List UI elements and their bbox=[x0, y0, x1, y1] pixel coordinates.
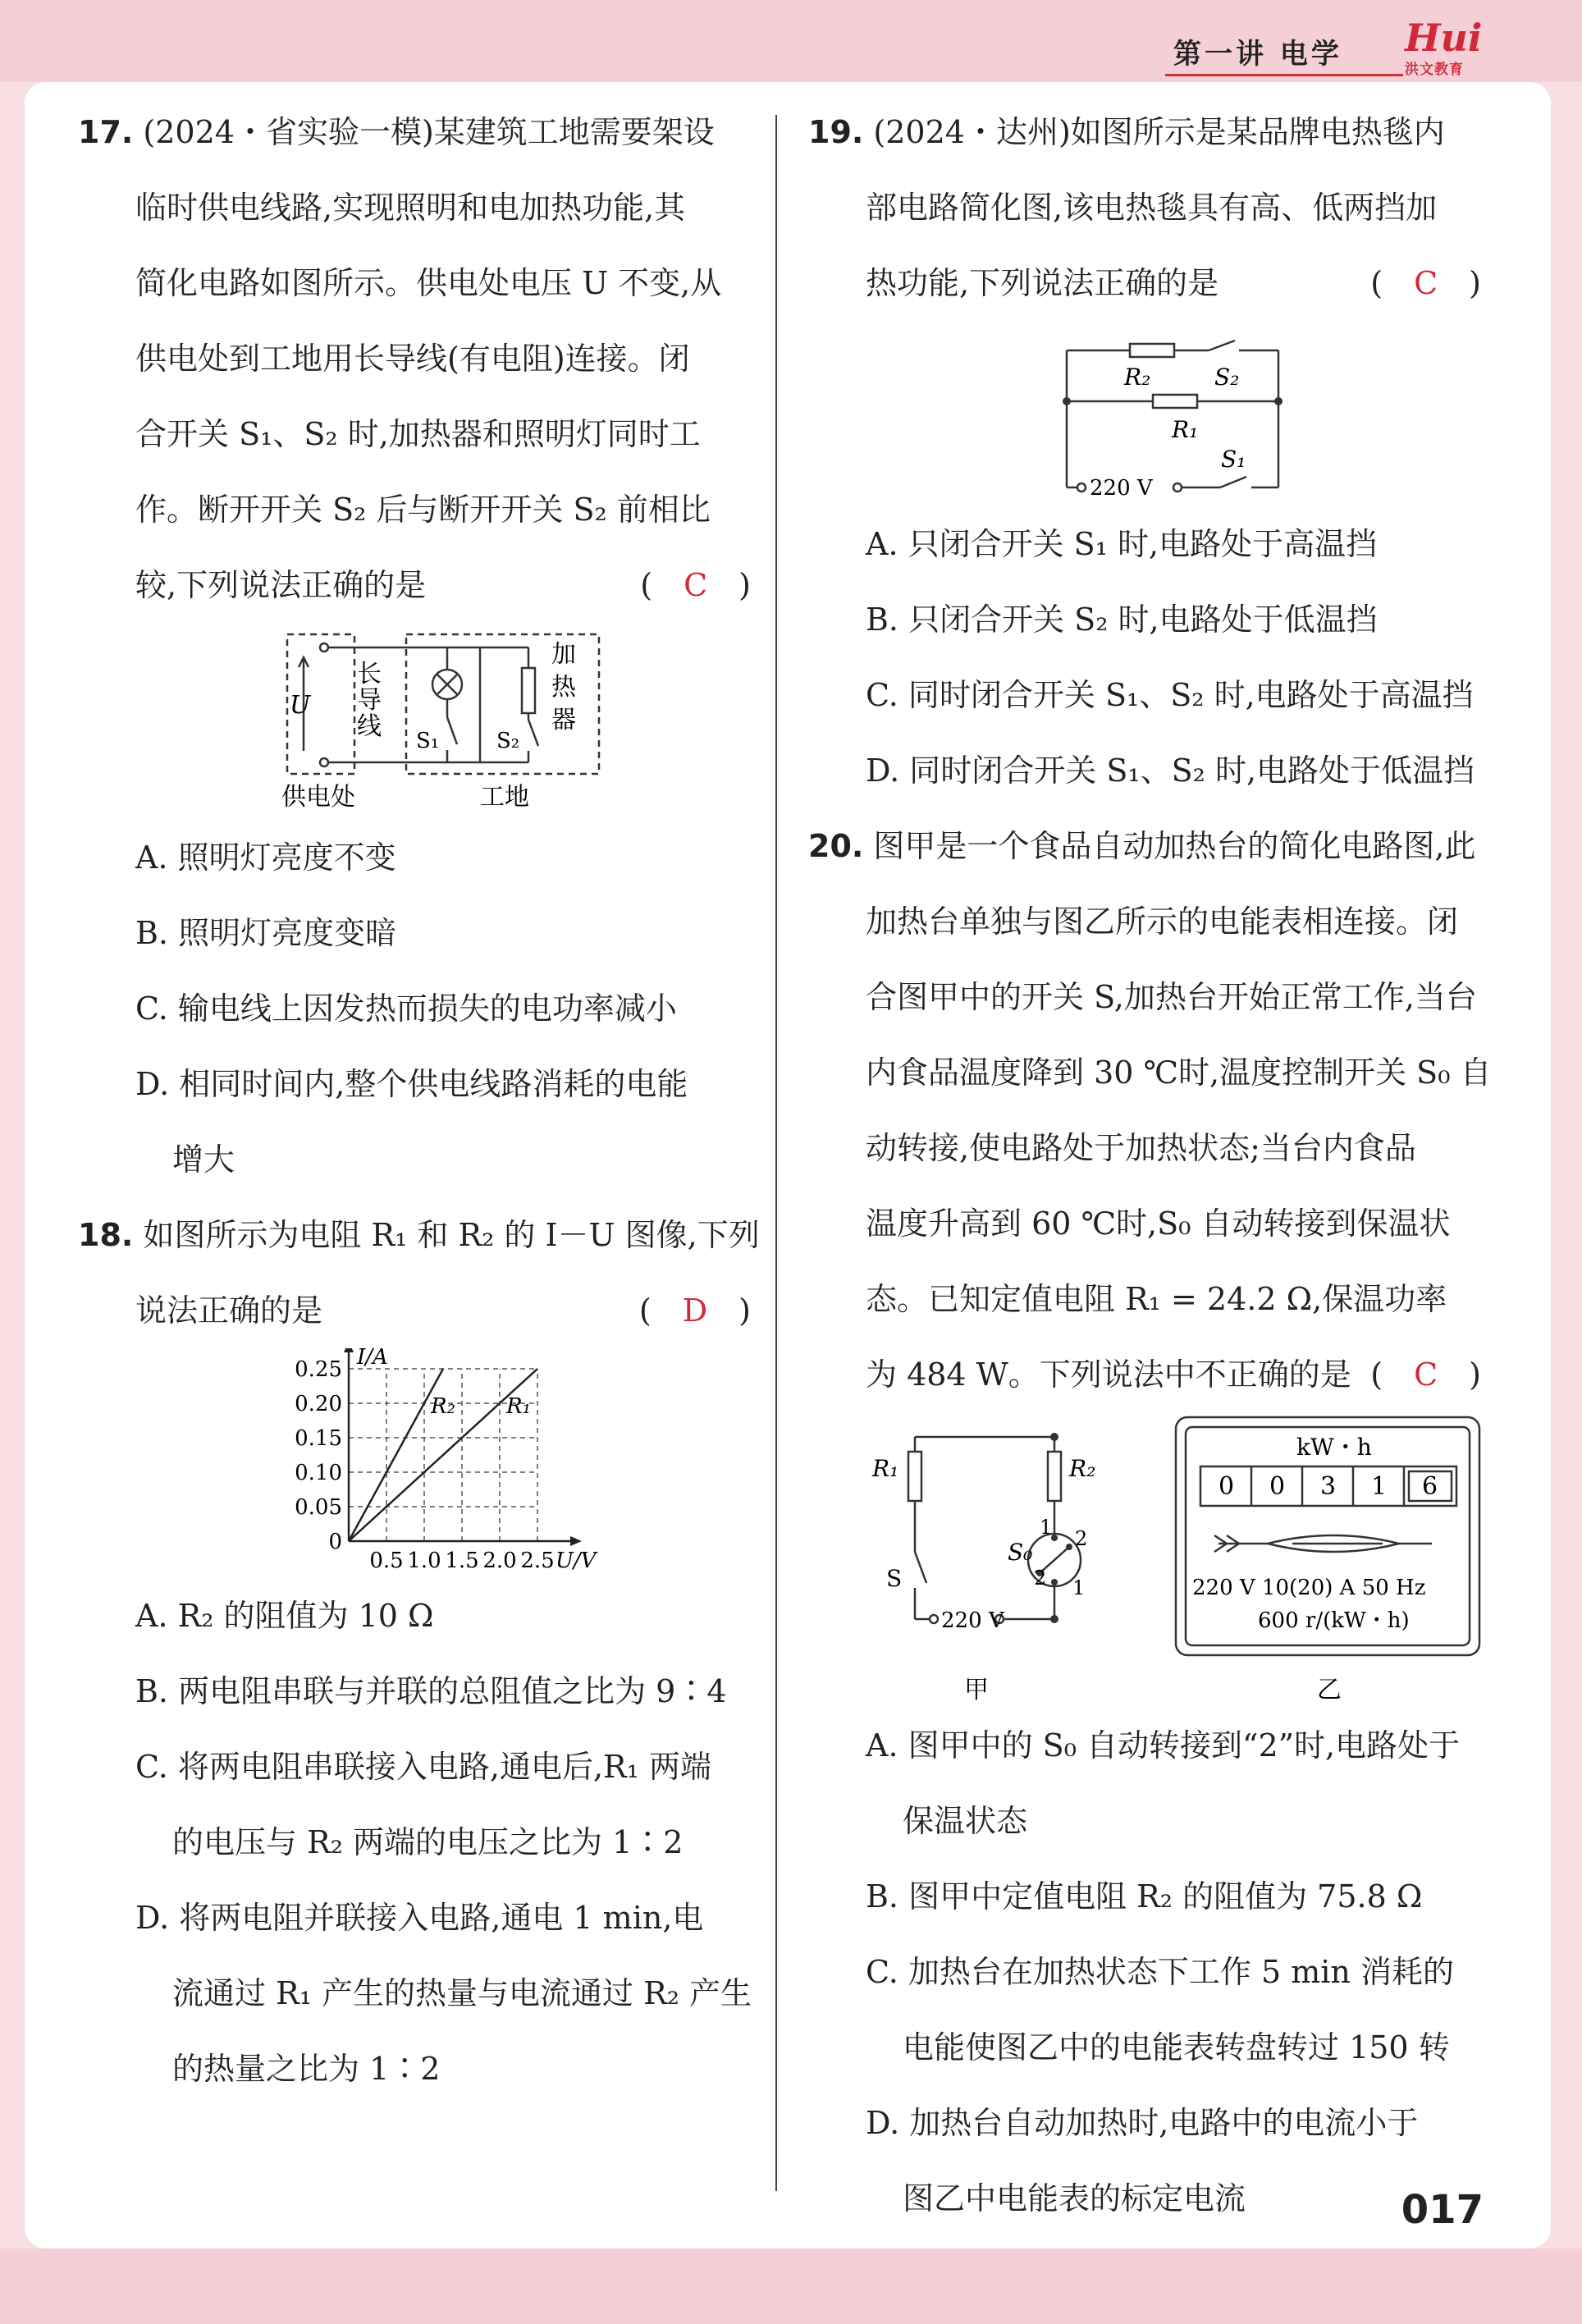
q20-figures-svg bbox=[808, 1412, 1481, 1708]
q17-circuit bbox=[78, 623, 751, 820]
q20-text-1: 图甲是一个食品自动加热台的简化电路图,此 bbox=[873, 828, 1476, 864]
left-column bbox=[78, 94, 760, 2107]
publisher-logo bbox=[1405, 18, 1484, 80]
chapter-title: 第一讲 电学 bbox=[1173, 38, 1342, 71]
q19-line-1 bbox=[808, 94, 1481, 170]
column-divider bbox=[775, 115, 777, 2191]
x-tick-label-0: 0.5 bbox=[369, 1549, 404, 1573]
q19-fig-s2: S₂ bbox=[1214, 364, 1240, 391]
q20-line-4: 内食品温度降到 30 ℃时,温度控制开关 S₀ 自 bbox=[866, 1054, 1492, 1091]
q17-fig-u: U bbox=[290, 691, 311, 720]
q20-answer: ( C ) bbox=[1370, 1356, 1481, 1393]
q20-text-8: 为 484 W。下列说法中不正确的是 bbox=[866, 1356, 1351, 1393]
q18-option-d-cont-1: 流通过 R₁ 产生的热量与电流通过 R₂ 产生 bbox=[172, 1975, 752, 2011]
q20-yi-digit-1: 0 bbox=[1219, 1472, 1235, 1501]
q20-yi-caption: 乙 bbox=[1317, 1676, 1342, 1704]
q20-option-d: D. 加热台自动加热时,电路中的电流小于 bbox=[866, 2105, 1419, 2141]
q20-yi-digit-2: 0 bbox=[1269, 1472, 1286, 1501]
q17-option-d-cont: 增大 bbox=[172, 1141, 235, 1178]
q17-fig-site: 工地 bbox=[480, 783, 529, 812]
q20-option-d-cont: 图乙中电能表的标定电流 bbox=[903, 2180, 1246, 2216]
q20-yi-unit: kW・h bbox=[1296, 1434, 1372, 1461]
q17-option-d: D. 相同时间内,整个供电线路消耗的电能 bbox=[135, 1066, 688, 1102]
q17-fig-heater-2: 热 bbox=[551, 673, 576, 702]
x-tick-label-4: 2.5 bbox=[520, 1549, 555, 1573]
q19-answer: ( C ) bbox=[1370, 265, 1481, 301]
q17-fig-wire-1: 长 bbox=[357, 660, 382, 689]
q18-text-1: 如图所示为电阻 R₁ 和 R₂ 的 I－U 图像,下列 bbox=[143, 1217, 760, 1253]
q20-answer-letter: C bbox=[1414, 1356, 1438, 1393]
q20-yi-spec1: 220 V 10(20) A 50 Hz bbox=[1192, 1576, 1426, 1600]
q17-line-4: 供电处到工地用长导线(有电阻)连接。闭 bbox=[135, 341, 690, 377]
y-axis-arrow bbox=[344, 1348, 354, 1352]
x-axis-arrow bbox=[570, 1536, 582, 1546]
x-axis-label: U/V bbox=[556, 1549, 597, 1573]
q19-text-3: 热功能,下列说法正确的是 bbox=[866, 265, 1219, 301]
q20-jia-r1: R₁ bbox=[872, 1455, 899, 1482]
y-tick-label-2: 0.10 bbox=[295, 1461, 342, 1485]
q20-line-1 bbox=[808, 808, 1481, 884]
q17-line-2: 临时供电线路,实现照明和电加热功能,其 bbox=[135, 190, 686, 226]
q19-option-b: B. 只闭合开关 S₂ 时,电路处于低温挡 bbox=[866, 602, 1378, 638]
q19-number: 19. bbox=[808, 114, 864, 150]
q17-line-5: 合开关 S₁、S₂ 时,加热器和照明灯同时工 bbox=[135, 416, 701, 452]
q17-figure bbox=[78, 623, 751, 820]
y-tick-label-0: 0 bbox=[328, 1530, 342, 1554]
q20-line-8 bbox=[808, 1337, 1481, 1412]
q19-line-2: 部电路简化图,该电热毯具有高、低两挡加 bbox=[866, 190, 1438, 226]
q20-yi-digit-4: 1 bbox=[1371, 1472, 1388, 1501]
q18-number: 18. bbox=[78, 1217, 134, 1253]
q20-jia-caption: 甲 bbox=[964, 1676, 989, 1704]
q18-option-c: C. 将两电阻串联接入电路,通电后,R₁ 两端 bbox=[135, 1749, 711, 1785]
q19-option-d: D. 同时闭合开关 S₁、S₂ 时,电路处于低温挡 bbox=[866, 753, 1475, 789]
q20-line-3: 合图甲中的开关 S,加热台开始正常工作,当台 bbox=[866, 979, 1477, 1015]
q19-fig-r1: R₁ bbox=[1172, 416, 1199, 443]
q20-jia-s0: S₀ bbox=[1008, 1539, 1033, 1566]
q18-option-d: D. 将两电阻并联接入电路,通电 1 min,电 bbox=[135, 1900, 704, 1936]
q18-option-a: A. R₂ 的阻值为 10 Ω bbox=[135, 1598, 434, 1634]
y-tick-label-4: 0.20 bbox=[295, 1392, 342, 1416]
q18-option-d-cont-2: 的热量之比为 1∶2 bbox=[172, 2051, 441, 2087]
q19-option-a: A. 只闭合开关 S₁ 时,电路处于高温挡 bbox=[866, 526, 1378, 562]
x-tick-label-3: 2.0 bbox=[482, 1549, 517, 1573]
q17-fig-s2: S₂ bbox=[496, 729, 520, 753]
q17-line-1 bbox=[78, 94, 751, 170]
x-tick-label-2: 1.5 bbox=[445, 1549, 479, 1573]
q17-fig-s1: S₁ bbox=[416, 729, 440, 753]
q20-jia-v: 220 V bbox=[941, 1608, 1004, 1633]
series-line-0 bbox=[349, 1369, 443, 1541]
q20-line-5: 动转接,使电路处于加热状态;当台内食品 bbox=[866, 1130, 1416, 1166]
y-tick-label-3: 0.15 bbox=[295, 1426, 342, 1451]
q18-line-1 bbox=[78, 1197, 760, 1273]
q20-yi-digit-5: 6 bbox=[1422, 1472, 1438, 1501]
q20-yi-digit-3: 3 bbox=[1320, 1472, 1337, 1501]
q20-line-6: 温度升高到 60 ℃时,S₀ 自动转接到保温状 bbox=[866, 1205, 1451, 1242]
q17-fig-supply: 供电处 bbox=[281, 783, 355, 812]
q17-fig-heater-3: 器 bbox=[551, 706, 576, 734]
q17-option-c: C. 输电线上因发热而损失的电功率减小 bbox=[135, 990, 677, 1027]
page-number: 017 bbox=[1401, 2187, 1484, 2233]
q20-figures bbox=[808, 1412, 1481, 1708]
q20-line-7: 态。已知定值电阻 R₁ = 24.2 Ω,保温功率 bbox=[866, 1281, 1447, 1317]
q18-chart bbox=[78, 1348, 751, 1578]
q20-jia-r2: R₂ bbox=[1069, 1455, 1096, 1482]
q17-line-6: 作。断开开关 S₂ 后与断开开关 S₂ 前相比 bbox=[135, 492, 711, 528]
x-tick-label-1: 1.0 bbox=[407, 1549, 441, 1573]
q18-option-b: B. 两电阻串联与并联的总阻值之比为 9∶4 bbox=[135, 1673, 727, 1709]
q19-fig-r2: R₂ bbox=[1124, 364, 1151, 391]
q17-option-b: B. 照明灯亮度变暗 bbox=[135, 915, 397, 951]
logo-sub: 洪文教育 bbox=[1405, 62, 1464, 78]
q19-fig-v: 220 V bbox=[1090, 476, 1153, 501]
header-band bbox=[0, 0, 1582, 82]
q19-answer-letter: C bbox=[1414, 265, 1438, 301]
q18-text-2: 说法正确的是 bbox=[135, 1292, 323, 1329]
q19-text-1: (2024・达州)如图所示是某品牌电热毯内 bbox=[873, 114, 1445, 150]
q17-line-7 bbox=[78, 547, 751, 623]
q20-jia-n2b: 2 bbox=[1034, 1567, 1047, 1590]
q20-option-a-cont: 保温状态 bbox=[903, 1803, 1028, 1839]
logo-main: Hui bbox=[1405, 16, 1483, 60]
q17-fig-wire-2: 导 bbox=[357, 686, 382, 715]
q18-chart-svg bbox=[78, 1348, 751, 1578]
q20-jia-n1a: 1 bbox=[1040, 1516, 1053, 1539]
q19-figure bbox=[808, 321, 1481, 506]
y-tick-label-5: 0.25 bbox=[295, 1357, 342, 1382]
q20-line-2: 加热台单独与图乙所示的电能表相连接。闭 bbox=[866, 904, 1459, 940]
q17-text-1: (2024・省实验一模)某建筑工地需要架设 bbox=[143, 114, 715, 150]
q19-fig-s1: S₁ bbox=[1221, 446, 1246, 473]
right-column bbox=[808, 94, 1492, 2236]
q20-option-c: C. 加热台在加热状态下工作 5 min 消耗的 bbox=[866, 1954, 1454, 1990]
q17-text-7: 较,下列说法正确的是 bbox=[135, 567, 427, 603]
q20-jia-n1b: 1 bbox=[1072, 1576, 1086, 1599]
q20-jia-n2a: 2 bbox=[1075, 1527, 1088, 1550]
q17-fig-heater-1: 加 bbox=[551, 640, 576, 669]
q17-fig-wire-3: 线 bbox=[357, 712, 382, 741]
q17-number: 17. bbox=[78, 114, 134, 150]
q20-number: 20. bbox=[808, 828, 864, 864]
q20-option-a: A. 图甲中的 S₀ 自动转接到“2”时,电路处于 bbox=[866, 1727, 1461, 1764]
q18-answer: ( D ) bbox=[638, 1292, 751, 1329]
y-axis-label: I/A bbox=[357, 1348, 388, 1370]
q20-jia-s: S bbox=[886, 1565, 903, 1592]
q17-line-3: 简化电路如图所示。供电处电压 U 不变,从 bbox=[135, 265, 722, 301]
q20-yi-spec2: 600 r/(kW・h) bbox=[1258, 1608, 1410, 1633]
q20-option-b: B. 图甲中定值电阻 R₂ 的阻值为 75.8 Ω bbox=[866, 1878, 1423, 1915]
q17-option-a: A. 照明灯亮度不变 bbox=[135, 839, 396, 876]
q19-circuit bbox=[808, 321, 1481, 506]
q17-answer: ( C ) bbox=[640, 567, 751, 603]
header-rule bbox=[1165, 74, 1403, 76]
y-tick-label-1: 0.05 bbox=[295, 1495, 342, 1520]
q19-line-3 bbox=[808, 245, 1481, 321]
q18-line-2 bbox=[78, 1273, 751, 1348]
series-label-1: R₁ bbox=[506, 1394, 531, 1419]
q17-answer-letter: C bbox=[684, 567, 708, 603]
series-label-0: R₂ bbox=[431, 1394, 455, 1419]
footer-band bbox=[0, 2249, 1582, 2324]
q18-answer-letter: D bbox=[682, 1292, 708, 1329]
q19-option-c: C. 同时闭合开关 S₁、S₂ 时,电路处于高温挡 bbox=[866, 677, 1474, 713]
q20-option-c-cont: 电能使图乙中的电能表转盘转过 150 转 bbox=[903, 2029, 1450, 2066]
q18-option-c-cont: 的电压与 R₂ 两端的电压之比为 1∶2 bbox=[172, 1824, 684, 1860]
